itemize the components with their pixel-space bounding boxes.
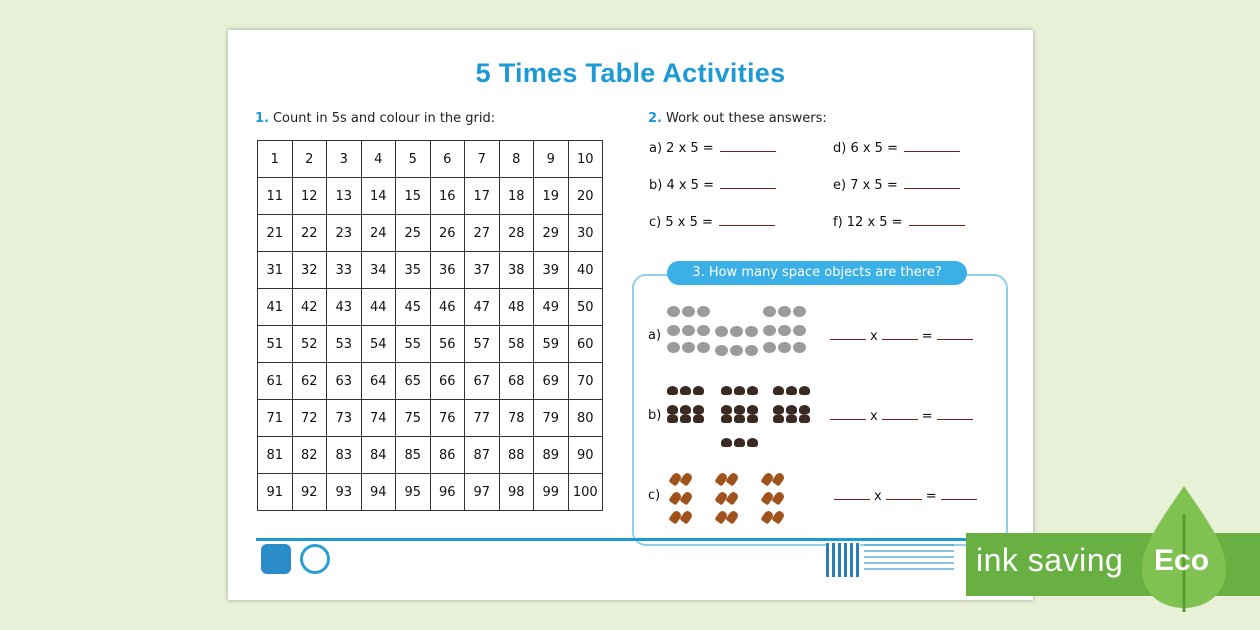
- grid-row: [258, 363, 603, 400]
- rocket-icon: [670, 470, 692, 527]
- grid-cell[interactable]: 100: [568, 474, 603, 511]
- eco-badge-label: Eco: [1154, 544, 1210, 577]
- answer-e-label: e) 7 x 5 =: [833, 178, 898, 193]
- grid-cell[interactable]: 20: [568, 178, 603, 215]
- page-title: 5 Times Table Activities: [475, 58, 786, 88]
- grid-cell[interactable]: 55: [396, 326, 431, 363]
- question-3-heading: 3. How many space objects are there?: [667, 261, 967, 285]
- ufo-icon: [772, 408, 811, 427]
- grid-cell[interactable]: 82: [292, 437, 327, 474]
- answer-f[interactable]: [833, 213, 965, 230]
- answer-f-label: f) 12 x 5 =: [833, 215, 903, 230]
- times-sign: x: [870, 409, 878, 424]
- grid-cell[interactable]: 79: [534, 400, 569, 437]
- grid-cell[interactable]: 9: [534, 141, 569, 178]
- grid-cell[interactable]: 39: [534, 252, 569, 289]
- answer-b-blank[interactable]: [720, 176, 776, 189]
- grid-cell[interactable]: 84: [361, 437, 396, 474]
- grid-cell[interactable]: 42: [292, 289, 327, 326]
- question-1-text: Count in 5s and colour in the grid:: [272, 111, 496, 126]
- grid-cell[interactable]: 41: [258, 289, 293, 326]
- grid-row: [258, 252, 603, 289]
- logo-icon: [261, 544, 291, 574]
- grid-cell[interactable]: 51: [258, 326, 293, 363]
- grid-cell[interactable]: 90: [568, 437, 603, 474]
- grid-row: [258, 437, 603, 474]
- grid-cell[interactable]: 27: [465, 215, 500, 252]
- grid-cell[interactable]: 97: [465, 474, 500, 511]
- grid-row: [258, 289, 603, 326]
- grid-row: [258, 474, 603, 511]
- times-sign: x: [870, 329, 878, 344]
- space-rock-icon: [666, 302, 711, 340]
- grid-cell[interactable]: 60: [568, 326, 603, 363]
- grid-row: [258, 215, 603, 252]
- question-1-heading: [255, 111, 495, 126]
- grid-cell[interactable]: 6: [430, 141, 465, 178]
- grid-cell[interactable]: 67: [465, 363, 500, 400]
- hundred-grid: [257, 140, 603, 511]
- grid-cell[interactable]: 68: [499, 363, 534, 400]
- grid-cell[interactable]: 31: [258, 252, 293, 289]
- grid-row: [258, 400, 603, 437]
- space-row-c-label: c): [648, 488, 661, 503]
- grid-cell[interactable]: 92: [292, 474, 327, 511]
- grid-cell[interactable]: 2: [292, 141, 327, 178]
- equals-sign: =: [925, 489, 937, 504]
- grid-cell[interactable]: 32: [292, 252, 327, 289]
- space-row-a-equation[interactable]: [826, 328, 977, 344]
- grid-cell[interactable]: 46: [430, 289, 465, 326]
- grid-cell[interactable]: 73: [327, 400, 362, 437]
- footer-small-print: [864, 544, 954, 574]
- answer-c-label: c) 5 x 5 =: [649, 215, 713, 230]
- grid-cell[interactable]: 30: [568, 215, 603, 252]
- grid-cell[interactable]: 23: [327, 215, 362, 252]
- space-row-a: [648, 298, 1008, 378]
- grid-cell[interactable]: 80: [568, 400, 603, 437]
- grid-cell[interactable]: 44: [361, 289, 396, 326]
- grid-cell[interactable]: 13: [327, 178, 362, 215]
- grid-cell[interactable]: 78: [499, 400, 534, 437]
- grid-cell[interactable]: 86: [430, 437, 465, 474]
- answer-e[interactable]: [833, 176, 960, 193]
- grid-cell[interactable]: 17: [465, 178, 500, 215]
- answer-d-label: d) 6 x 5 =: [833, 141, 898, 156]
- space-row-b-label: b): [648, 408, 662, 423]
- answers-block: [649, 136, 1009, 236]
- check-badge-icon: [300, 544, 330, 574]
- grid-cell[interactable]: 65: [396, 363, 431, 400]
- grid-cell[interactable]: 5: [396, 141, 431, 178]
- grid-cell[interactable]: 58: [499, 326, 534, 363]
- equals-sign: =: [921, 329, 933, 344]
- grid-cell[interactable]: 7: [465, 141, 500, 178]
- footer-divider: [256, 538, 1016, 541]
- grid-cell[interactable]: 66: [430, 363, 465, 400]
- grid-cell[interactable]: 91: [258, 474, 293, 511]
- grid-cell[interactable]: 49: [534, 289, 569, 326]
- grid-cell[interactable]: 50: [568, 289, 603, 326]
- question-2-heading: [648, 111, 827, 126]
- grid-cell[interactable]: 22: [292, 215, 327, 252]
- grid-cell[interactable]: 28: [499, 215, 534, 252]
- grid-cell[interactable]: 93: [327, 474, 362, 511]
- grid-cell[interactable]: 40: [568, 252, 603, 289]
- grid-row: [258, 178, 603, 215]
- space-rock-icon: [666, 338, 711, 357]
- space-rock-icon: [714, 322, 759, 360]
- grid-cell[interactable]: 70: [568, 363, 603, 400]
- answer-a[interactable]: [649, 139, 776, 156]
- grid-cell[interactable]: 74: [361, 400, 396, 437]
- grid-cell[interactable]: 33: [327, 252, 362, 289]
- rocket-icon: [716, 470, 738, 527]
- answer-d-blank[interactable]: [904, 139, 960, 152]
- grid-cell[interactable]: 24: [361, 215, 396, 252]
- grid-cell[interactable]: 69: [534, 363, 569, 400]
- grid-cell[interactable]: 53: [327, 326, 362, 363]
- answer-c-blank[interactable]: [719, 213, 775, 226]
- space-row-b: [648, 378, 1008, 458]
- grid-cell[interactable]: 21: [258, 215, 293, 252]
- grid-cell[interactable]: 1: [258, 141, 293, 178]
- grid-cell[interactable]: 47: [465, 289, 500, 326]
- answer-d[interactable]: [833, 139, 960, 156]
- space-row-b-equation[interactable]: [826, 408, 977, 424]
- ufo-icon: [720, 408, 759, 427]
- grid-cell[interactable]: 36: [430, 252, 465, 289]
- grid-cell[interactable]: 75: [396, 400, 431, 437]
- grid-cell[interactable]: 98: [499, 474, 534, 511]
- space-row-c: [648, 464, 1008, 544]
- answer-a-blank[interactable]: [720, 139, 776, 152]
- grid-cell[interactable]: 14: [361, 178, 396, 215]
- grid-cell[interactable]: 16: [430, 178, 465, 215]
- grid-cell[interactable]: 83: [327, 437, 362, 474]
- space-row-a-label: a): [648, 328, 662, 343]
- question-1-number: 1.: [255, 111, 269, 126]
- grid-cell[interactable]: 4: [361, 141, 396, 178]
- grid-cell[interactable]: 34: [361, 252, 396, 289]
- grid-cell[interactable]: 15: [396, 178, 431, 215]
- grid-cell[interactable]: 29: [534, 215, 569, 252]
- grid-cell[interactable]: 76: [430, 400, 465, 437]
- space-row-c-equation[interactable]: [830, 488, 981, 504]
- grid-cell[interactable]: 48: [499, 289, 534, 326]
- grid-cell[interactable]: 19: [534, 178, 569, 215]
- worksheet: [228, 30, 1033, 600]
- grid-cell[interactable]: 63: [327, 363, 362, 400]
- grid-cell[interactable]: 72: [292, 400, 327, 437]
- grid-cell[interactable]: 11: [258, 178, 293, 215]
- grid-cell[interactable]: 26: [430, 215, 465, 252]
- answer-b[interactable]: [649, 176, 776, 193]
- grid-cell[interactable]: 81: [258, 437, 293, 474]
- grid-row: [258, 326, 603, 363]
- grid-cell[interactable]: 61: [258, 363, 293, 400]
- answer-b-label: b) 4 x 5 =: [649, 178, 714, 193]
- ufo-icon: [720, 432, 759, 451]
- grid-cell[interactable]: 37: [465, 252, 500, 289]
- answer-e-blank[interactable]: [904, 176, 960, 189]
- grid-cell[interactable]: 10: [568, 141, 603, 178]
- ufo-icon: [666, 408, 705, 427]
- grid-cell[interactable]: 85: [396, 437, 431, 474]
- grid-cell[interactable]: 12: [292, 178, 327, 215]
- grid-cell[interactable]: 8: [499, 141, 534, 178]
- equals-sign: =: [921, 409, 933, 424]
- grid-cell[interactable]: 18: [499, 178, 534, 215]
- space-rock-icon: [762, 338, 807, 357]
- grid-cell[interactable]: 71: [258, 400, 293, 437]
- grid-cell[interactable]: 52: [292, 326, 327, 363]
- qr-code-icon: [826, 543, 860, 577]
- answer-f-blank[interactable]: [909, 213, 965, 226]
- grid-cell[interactable]: 89: [534, 437, 569, 474]
- grid-cell[interactable]: 57: [465, 326, 500, 363]
- grid-cell[interactable]: 35: [396, 252, 431, 289]
- space-rock-icon: [762, 302, 807, 340]
- ink-saving-label: ink saving: [976, 542, 1124, 578]
- grid-cell[interactable]: 45: [396, 289, 431, 326]
- grid-cell[interactable]: 88: [499, 437, 534, 474]
- grid-cell[interactable]: 25: [396, 215, 431, 252]
- answer-c[interactable]: [649, 213, 775, 230]
- question-2-text: Work out these answers:: [665, 111, 827, 126]
- grid-cell[interactable]: 99: [534, 474, 569, 511]
- rocket-icon: [762, 470, 784, 527]
- grid-cell[interactable]: 96: [430, 474, 465, 511]
- grid-cell[interactable]: 59: [534, 326, 569, 363]
- grid-cell[interactable]: 43: [327, 289, 362, 326]
- grid-cell[interactable]: 38: [499, 252, 534, 289]
- question-2-number: 2.: [648, 111, 662, 126]
- grid-cell[interactable]: 56: [430, 326, 465, 363]
- times-sign: x: [874, 489, 882, 504]
- grid-cell[interactable]: 95: [396, 474, 431, 511]
- grid-cell[interactable]: 94: [361, 474, 396, 511]
- grid-row: [258, 141, 603, 178]
- grid-cell[interactable]: 77: [465, 400, 500, 437]
- answer-a-label: a) 2 x 5 =: [649, 141, 714, 156]
- grid-cell[interactable]: 62: [292, 363, 327, 400]
- grid-cell[interactable]: 64: [361, 363, 396, 400]
- grid-cell[interactable]: 3: [327, 141, 362, 178]
- grid-cell[interactable]: 54: [361, 326, 396, 363]
- grid-cell[interactable]: 87: [465, 437, 500, 474]
